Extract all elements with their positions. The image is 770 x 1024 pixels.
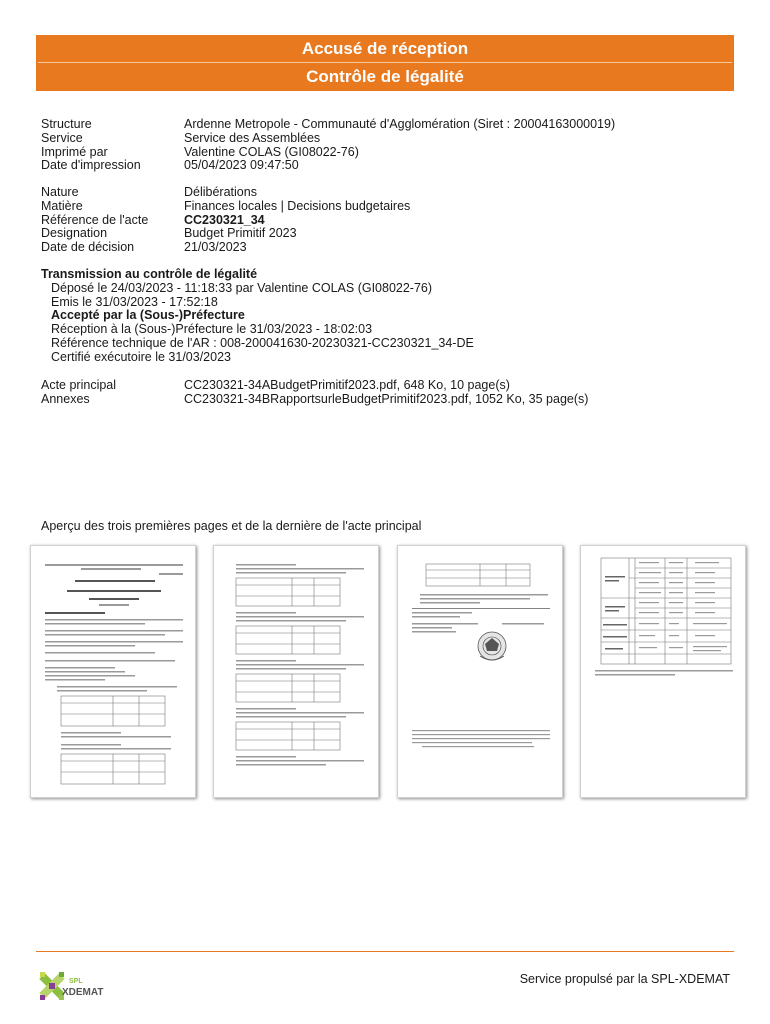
info-row — [41, 227, 410, 241]
transmission-title: Transmission au contrôle de légalité — [41, 267, 258, 281]
info-row — [41, 214, 410, 228]
info-label: Imprimé par — [41, 144, 108, 159]
file-row — [41, 393, 588, 407]
info-label: Date de décision — [41, 240, 135, 255]
page-thumbnail-2[interactable] — [213, 545, 379, 798]
footer-text: Service propulsé par la SPL-XDEMAT — [519, 972, 730, 986]
info-value: Valentine COLAS (GI08022-76) — [184, 144, 359, 159]
file-row — [41, 379, 588, 393]
acte-reference: CC230321_34 — [184, 212, 265, 227]
header-banner — [36, 35, 734, 91]
footer-divider — [36, 951, 734, 952]
info-label: Designation — [41, 226, 108, 241]
info-label: Référence de l'acte — [41, 212, 149, 227]
info-value: Délibérations — [184, 185, 257, 199]
info-row — [41, 186, 410, 200]
info-value: Ardenne Metropole - Communauté d'Agglomération (Siret : 20004163000019) — [184, 117, 616, 131]
page-thumbnail-3[interactable] — [397, 545, 563, 798]
info-label: Structure — [41, 117, 92, 131]
files-block — [41, 379, 588, 407]
transmission-line: Emis le 31/03/2023 - 17:52:18 — [51, 294, 218, 309]
info-label: Nature — [41, 185, 79, 199]
page-subtitle: Contrôle de légalité — [306, 66, 464, 86]
preview-title: Aperçu des trois premières pages et de la dernière de l'acte principal — [41, 519, 422, 533]
file-label: Acte principal — [41, 378, 117, 392]
info-row — [41, 159, 615, 173]
transmission-status: Accepté par la (Sous-)Préfecture — [51, 308, 245, 323]
info-value: 05/04/2023 09:47:50 — [184, 158, 299, 173]
page-1-image — [31, 546, 196, 798]
info-value: Budget Primitif 2023 — [184, 226, 297, 241]
xdemat-logo-icon — [34, 962, 114, 1008]
info-value: Service des Assemblées — [184, 130, 321, 145]
info-row — [41, 146, 615, 160]
info-block-structure — [41, 118, 615, 173]
info-row — [41, 200, 410, 214]
transmission-line: Déposé le 24/03/2023 - 11:18:33 par Valentine COLAS (GI08022-76) — [51, 280, 433, 295]
file-label: Annexes — [41, 391, 90, 406]
info-label: Service — [41, 130, 83, 145]
page-2-image — [214, 546, 379, 798]
svg-text:SPL: SPL — [69, 978, 83, 985]
info-value: 21/03/2023 — [184, 240, 247, 255]
page-thumbnails — [30, 545, 746, 798]
official-stamp — [478, 632, 506, 660]
transmission-line: Réception à la (Sous-)Préfecture le 31/03/2023 - 18:02:03 — [51, 322, 373, 337]
info-value: Finances locales | Decisions budgetaires — [184, 198, 411, 213]
transmission-section — [41, 268, 474, 365]
page-thumbnail-last[interactable] — [580, 545, 746, 798]
page-last-image — [581, 546, 746, 798]
transmission-line: Certifié exécutoire le 31/03/2023 — [51, 349, 231, 364]
info-row — [41, 118, 615, 132]
info-label: Matière — [41, 198, 83, 213]
page-3-image — [398, 546, 563, 798]
page-title: Accusé de réception — [301, 38, 469, 58]
file-value: CC230321-34ABudgetPrimitif2023.pdf, 648 Ko, 10 page(s) — [184, 378, 510, 392]
info-label: Date d'impression — [41, 158, 141, 173]
svg-text:XDEMAT: XDEMAT — [62, 987, 104, 998]
transmission-line: Référence technique de l'AR : 008-200041630-20230321-CC230321_34-DE — [51, 335, 474, 350]
info-block-acte — [41, 186, 410, 255]
info-row — [41, 132, 615, 146]
page-thumbnail-1[interactable] — [30, 545, 196, 798]
file-value: CC230321-34BRapportsurleBudgetPrimitif2023.pdf, 1052 Ko, 35 page(s) — [184, 391, 589, 406]
info-row — [41, 241, 410, 255]
spl-xdemat-logo — [34, 962, 114, 1008]
